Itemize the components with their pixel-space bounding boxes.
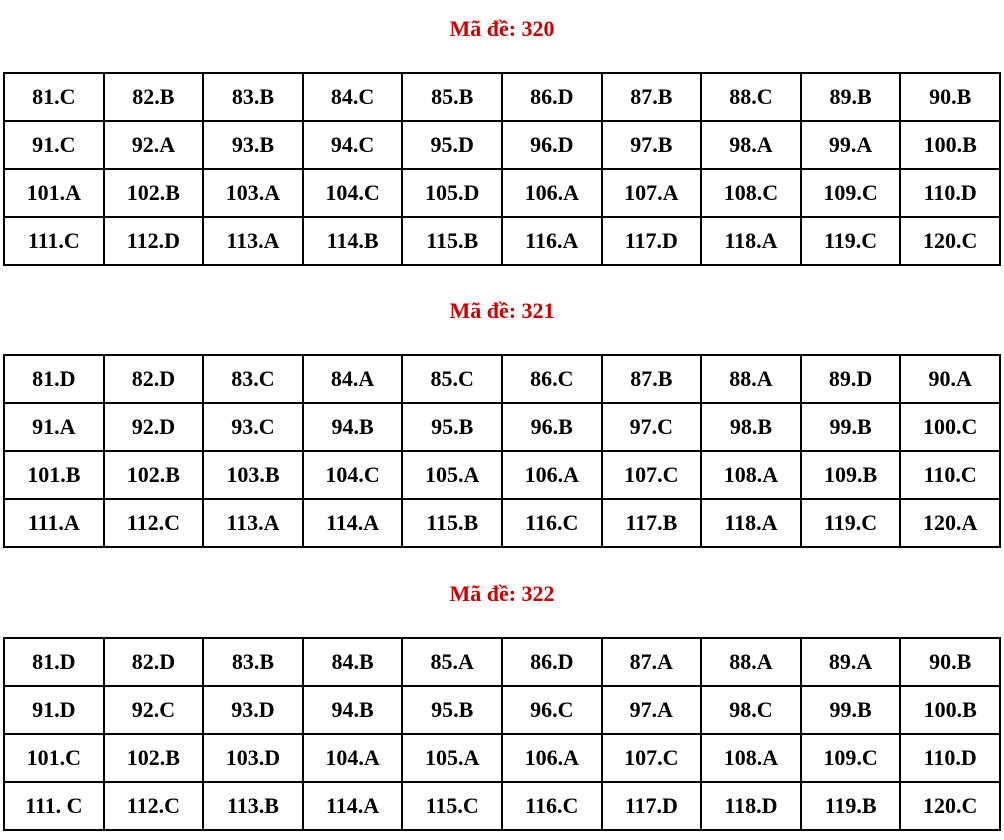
answer-cell: 110.D: [900, 169, 1000, 217]
answer-cell: 117.B: [602, 499, 702, 547]
answer-cell: 102.B: [104, 734, 204, 782]
answer-cell: 87.A: [602, 638, 702, 686]
answer-cell: 102.B: [104, 169, 204, 217]
answer-cell: 85.B: [402, 73, 502, 121]
answer-cell: 103.D: [203, 734, 303, 782]
answer-cell: 111.A: [4, 499, 104, 547]
answer-cell: 112.C: [104, 782, 204, 830]
answer-cell: 113.A: [203, 217, 303, 265]
answer-cell: 83.B: [203, 638, 303, 686]
answer-cell: 86.D: [502, 73, 602, 121]
answer-cell: 82.B: [104, 73, 204, 121]
answer-cell: 103.A: [203, 169, 303, 217]
answer-cell: 91.D: [4, 686, 104, 734]
answer-cell: 106.A: [502, 169, 602, 217]
table-row: [4, 217, 1000, 265]
answer-cell: 108.C: [701, 169, 801, 217]
answer-cell: 106.A: [502, 734, 602, 782]
answer-cell: 99.B: [801, 686, 901, 734]
answer-cell: 85.C: [402, 355, 502, 403]
table-row: [4, 686, 1000, 734]
answer-cell: 120.A: [900, 499, 1000, 547]
answer-cell: 98.A: [701, 121, 801, 169]
exam-code-title-322: Mã đề: 322: [449, 581, 555, 606]
answer-cell: 109.C: [801, 734, 901, 782]
answer-cell: 99.A: [801, 121, 901, 169]
answer-cell: 117.D: [602, 782, 702, 830]
answer-cell: 93.D: [203, 686, 303, 734]
answer-cell: 119.C: [801, 499, 901, 547]
answer-cell: 85.A: [402, 638, 502, 686]
answer-cell: 89.D: [801, 355, 901, 403]
answer-cell: 115.C: [402, 782, 502, 830]
answer-cell: 83.B: [203, 73, 303, 121]
answer-cell: 93.B: [203, 121, 303, 169]
answer-cell: 95.B: [402, 403, 502, 451]
answer-cell: 98.C: [701, 686, 801, 734]
answer-cell: 92.D: [104, 403, 204, 451]
answer-cell: 119.C: [801, 217, 901, 265]
answer-cell: 107.A: [602, 169, 702, 217]
answer-cell: 105.D: [402, 169, 502, 217]
answer-cell: 109.C: [801, 169, 901, 217]
answer-cell: 106.A: [502, 451, 602, 499]
table-row: [4, 73, 1000, 121]
answer-cell: 96.C: [502, 686, 602, 734]
answer-cell: 113.B: [203, 782, 303, 830]
answer-cell: 81.D: [4, 355, 104, 403]
answer-cell: 87.B: [602, 73, 702, 121]
answer-cell: 96.B: [502, 403, 602, 451]
answer-cell: 120.C: [900, 217, 1000, 265]
answer-cell: 94.C: [303, 121, 403, 169]
answer-cell: 90.B: [900, 73, 1000, 121]
answer-cell: 101.B: [4, 451, 104, 499]
table-row: [4, 355, 1000, 403]
table-row: [4, 169, 1000, 217]
answer-cell: 94.B: [303, 686, 403, 734]
answer-cell: 119.B: [801, 782, 901, 830]
answer-cell: 98.B: [701, 403, 801, 451]
answer-cell: 116.C: [502, 499, 602, 547]
answer-cell: 82.D: [104, 638, 204, 686]
table-row: [4, 734, 1000, 782]
answer-cell: 86.C: [502, 355, 602, 403]
answer-cell: 118.A: [701, 499, 801, 547]
answer-cell: 108.A: [701, 451, 801, 499]
answer-cell: 99.B: [801, 403, 901, 451]
answer-cell: 118.D: [701, 782, 801, 830]
answer-cell: 113.A: [203, 499, 303, 547]
answer-cell: 107.C: [602, 451, 702, 499]
answer-cell: 86.D: [502, 638, 602, 686]
answer-cell: 111. C: [4, 782, 104, 830]
answer-cell: 88.A: [701, 638, 801, 686]
answer-cell: 91.A: [4, 403, 104, 451]
answer-cell: 81.D: [4, 638, 104, 686]
answer-cell: 103.B: [203, 451, 303, 499]
answer-cell: 92.A: [104, 121, 204, 169]
table-row: [4, 403, 1000, 451]
answer-cell: 100.B: [900, 121, 1000, 169]
answer-cell: 108.A: [701, 734, 801, 782]
table-row: [4, 638, 1000, 686]
answer-cell: 95.B: [402, 686, 502, 734]
answer-cell: 92.C: [104, 686, 204, 734]
table-row: [4, 499, 1000, 547]
answer-cell: 105.A: [402, 451, 502, 499]
answer-cell: 107.C: [602, 734, 702, 782]
answer-cell: 94.B: [303, 403, 403, 451]
answer-cell: 114.B: [303, 217, 403, 265]
answer-cell: 97.A: [602, 686, 702, 734]
answer-cell: 115.B: [402, 217, 502, 265]
answer-cell: 93.C: [203, 403, 303, 451]
answer-cell: 88.C: [701, 73, 801, 121]
answer-cell: 81.C: [4, 73, 104, 121]
answer-table-320: [3, 72, 1001, 266]
answer-cell: 105.A: [402, 734, 502, 782]
answer-cell: 83.C: [203, 355, 303, 403]
answer-table-322: [3, 637, 1001, 831]
table-row: [4, 782, 1000, 830]
exam-code-title-321: Mã đề: 321: [449, 298, 555, 323]
answer-cell: 89.B: [801, 73, 901, 121]
answer-cell: 90.B: [900, 638, 1000, 686]
answer-cell: 89.A: [801, 638, 901, 686]
answer-cell: 101.A: [4, 169, 104, 217]
answer-cell: 100.B: [900, 686, 1000, 734]
answer-table-321: [3, 354, 1001, 548]
answer-cell: 96.D: [502, 121, 602, 169]
answer-cell: 100.C: [900, 403, 1000, 451]
answer-cell: 115.B: [402, 499, 502, 547]
answer-cell: 120.C: [900, 782, 1000, 830]
answer-cell: 110.C: [900, 451, 1000, 499]
table-row: [4, 451, 1000, 499]
answer-cell: 101.C: [4, 734, 104, 782]
answer-cell: 84.B: [303, 638, 403, 686]
answer-cell: 82.D: [104, 355, 204, 403]
answer-cell: 114.A: [303, 499, 403, 547]
answer-cell: 104.A: [303, 734, 403, 782]
table-row: [4, 121, 1000, 169]
answer-cell: 84.A: [303, 355, 403, 403]
answer-cell: 117.D: [602, 217, 702, 265]
answer-cell: 118.A: [701, 217, 801, 265]
answer-cell: 91.C: [4, 121, 104, 169]
answer-cell: 90.A: [900, 355, 1000, 403]
answer-cell: 110.D: [900, 734, 1000, 782]
answer-cell: 102.B: [104, 451, 204, 499]
answer-cell: 95.D: [402, 121, 502, 169]
answer-cell: 87.B: [602, 355, 702, 403]
answer-cell: 84.C: [303, 73, 403, 121]
answer-cell: 88.A: [701, 355, 801, 403]
answer-cell: 104.C: [303, 169, 403, 217]
answer-cell: 109.B: [801, 451, 901, 499]
answer-cell: 104.C: [303, 451, 403, 499]
answer-cell: 97.C: [602, 403, 702, 451]
answer-cell: 112.D: [104, 217, 204, 265]
answer-cell: 97.B: [602, 121, 702, 169]
exam-code-title-320: Mã đề: 320: [449, 16, 555, 41]
answer-cell: 112.C: [104, 499, 204, 547]
answer-cell: 111.C: [4, 217, 104, 265]
answer-cell: 114.A: [303, 782, 403, 830]
answer-cell: 116.A: [502, 217, 602, 265]
answer-cell: 116.C: [502, 782, 602, 830]
